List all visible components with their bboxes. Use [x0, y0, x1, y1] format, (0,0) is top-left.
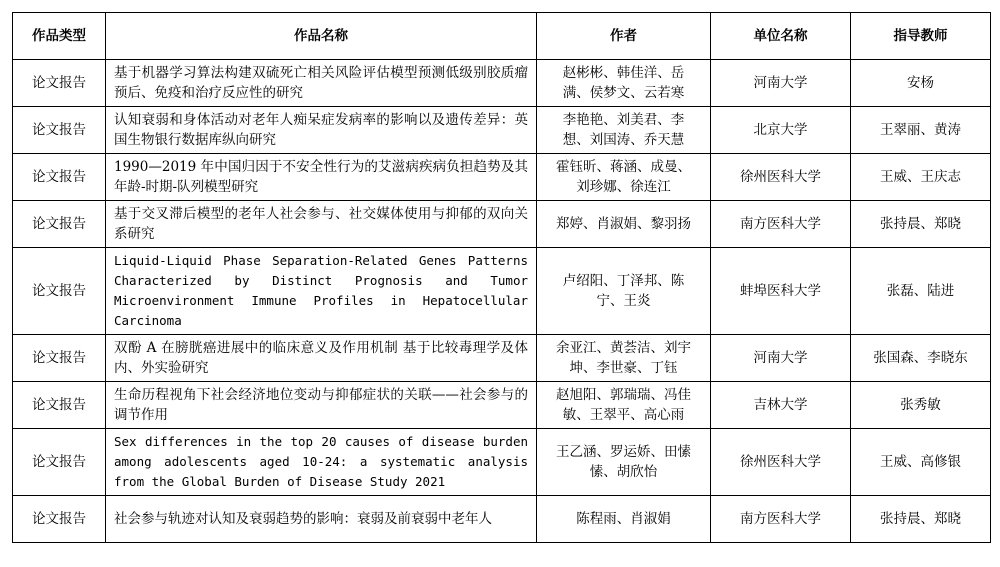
cell-title: 基于机器学习算法构建双硫死亡相关风险评估模型预测低级别胶质瘤预后、免疫和治疗反应性的研究: [106, 60, 537, 107]
cell-teacher: 王翠丽、黄涛: [851, 107, 991, 154]
cell-unit: 南方医科大学: [711, 201, 851, 248]
cell-authors: 郑婷、肖淑娟、黎羽扬: [537, 201, 711, 248]
cell-title: Liquid-Liquid Phase Separation-Related Genes Patterns Characterized by Distinct Prognosis and Tumor Microenvironment Immune Profiles in Hepatocellular Carcinoma: [106, 248, 537, 335]
cell-type: 论文报告: [13, 60, 106, 107]
cell-title: 基于交叉滞后模型的老年人社会参与、社交媒体使用与抑郁的双向关系研究: [106, 201, 537, 248]
cell-teacher: 王威、高修银: [851, 429, 991, 496]
cell-type: 论文报告: [13, 496, 106, 543]
cell-type: 论文报告: [13, 154, 106, 201]
table-row: [13, 335, 991, 382]
cell-title: 社会参与轨迹对认知及衰弱趋势的影响：衰弱及前衰弱中老年人: [106, 496, 537, 543]
cell-teacher: 张国森、李晓东: [851, 335, 991, 382]
cell-type: 论文报告: [13, 335, 106, 382]
cell-title: 双酚 A 在膀胱癌进展中的临床意义及作用机制 基于比较毒理学及体内、外实验研究: [106, 335, 537, 382]
cell-teacher: 安杨: [851, 60, 991, 107]
table-row: [13, 154, 991, 201]
cell-teacher: 张持晨、郑晓: [851, 496, 991, 543]
cell-teacher: 张磊、陆进: [851, 248, 991, 335]
table-row: [13, 60, 991, 107]
cell-authors: 霍钰昕、蒋涵、成曼、刘珍娜、徐连江: [537, 154, 711, 201]
header-title: 作品名称: [106, 13, 537, 60]
award-table-container: [12, 12, 990, 543]
cell-unit: 河南大学: [711, 60, 851, 107]
cell-unit: 蚌埠医科大学: [711, 248, 851, 335]
cell-authors: 赵彬彬、韩佳洋、岳满、侯梦文、云若寒: [537, 60, 711, 107]
cell-authors: 李艳艳、刘美君、李想、刘国涛、乔天慧: [537, 107, 711, 154]
table-row: [13, 107, 991, 154]
cell-unit: 南方医科大学: [711, 496, 851, 543]
header-type: 作品类型: [13, 13, 106, 60]
table-row: [13, 429, 991, 496]
table-header-row: [13, 13, 991, 60]
cell-type: 论文报告: [13, 107, 106, 154]
cell-unit: 北京大学: [711, 107, 851, 154]
cell-teacher: 王威、王庆志: [851, 154, 991, 201]
cell-teacher: 张持晨、郑晓: [851, 201, 991, 248]
cell-teacher: 张秀敏: [851, 382, 991, 429]
header-teacher: 指导教师: [851, 13, 991, 60]
cell-unit: 河南大学: [711, 335, 851, 382]
table-row: [13, 382, 991, 429]
cell-authors: 陈程雨、肖淑娟: [537, 496, 711, 543]
header-unit: 单位名称: [711, 13, 851, 60]
table-row: [13, 248, 991, 335]
cell-unit: 徐州医科大学: [711, 429, 851, 496]
cell-type: 论文报告: [13, 248, 106, 335]
cell-authors: 王乙涵、罗运娇、田愫愫、胡欣怡: [537, 429, 711, 496]
header-authors: 作者: [537, 13, 711, 60]
cell-type: 论文报告: [13, 382, 106, 429]
cell-title: 1990—2019 年中国归因于不安全性行为的艾滋病疾病负担趋势及其年龄-时期-队列模型研究: [106, 154, 537, 201]
cell-type: 论文报告: [13, 429, 106, 496]
cell-type: 论文报告: [13, 201, 106, 248]
table-row: [13, 496, 991, 543]
cell-authors: 卢绍阳、丁泽邦、陈宁、王炎: [537, 248, 711, 335]
table-row: [13, 201, 991, 248]
cell-unit: 吉林大学: [711, 382, 851, 429]
cell-authors: 余亚江、黄荟洁、刘宇坤、李世豪、丁钰: [537, 335, 711, 382]
cell-authors: 赵旭阳、郭瑞瑞、冯佳敏、王翠平、高心雨: [537, 382, 711, 429]
award-table: [12, 12, 991, 543]
cell-unit: 徐州医科大学: [711, 154, 851, 201]
cell-title: Sex differences in the top 20 causes of disease burden among adolescents aged 10-24: a systematic analysis from the Global Burden of Disease Study 2021: [106, 429, 537, 496]
cell-title: 生命历程视角下社会经济地位变动与抑郁症状的关联——社会参与的调节作用: [106, 382, 537, 429]
cell-title: 认知衰弱和身体活动对老年人痴呆症发病率的影响以及遗传差异：英国生物银行数据库纵向研究: [106, 107, 537, 154]
